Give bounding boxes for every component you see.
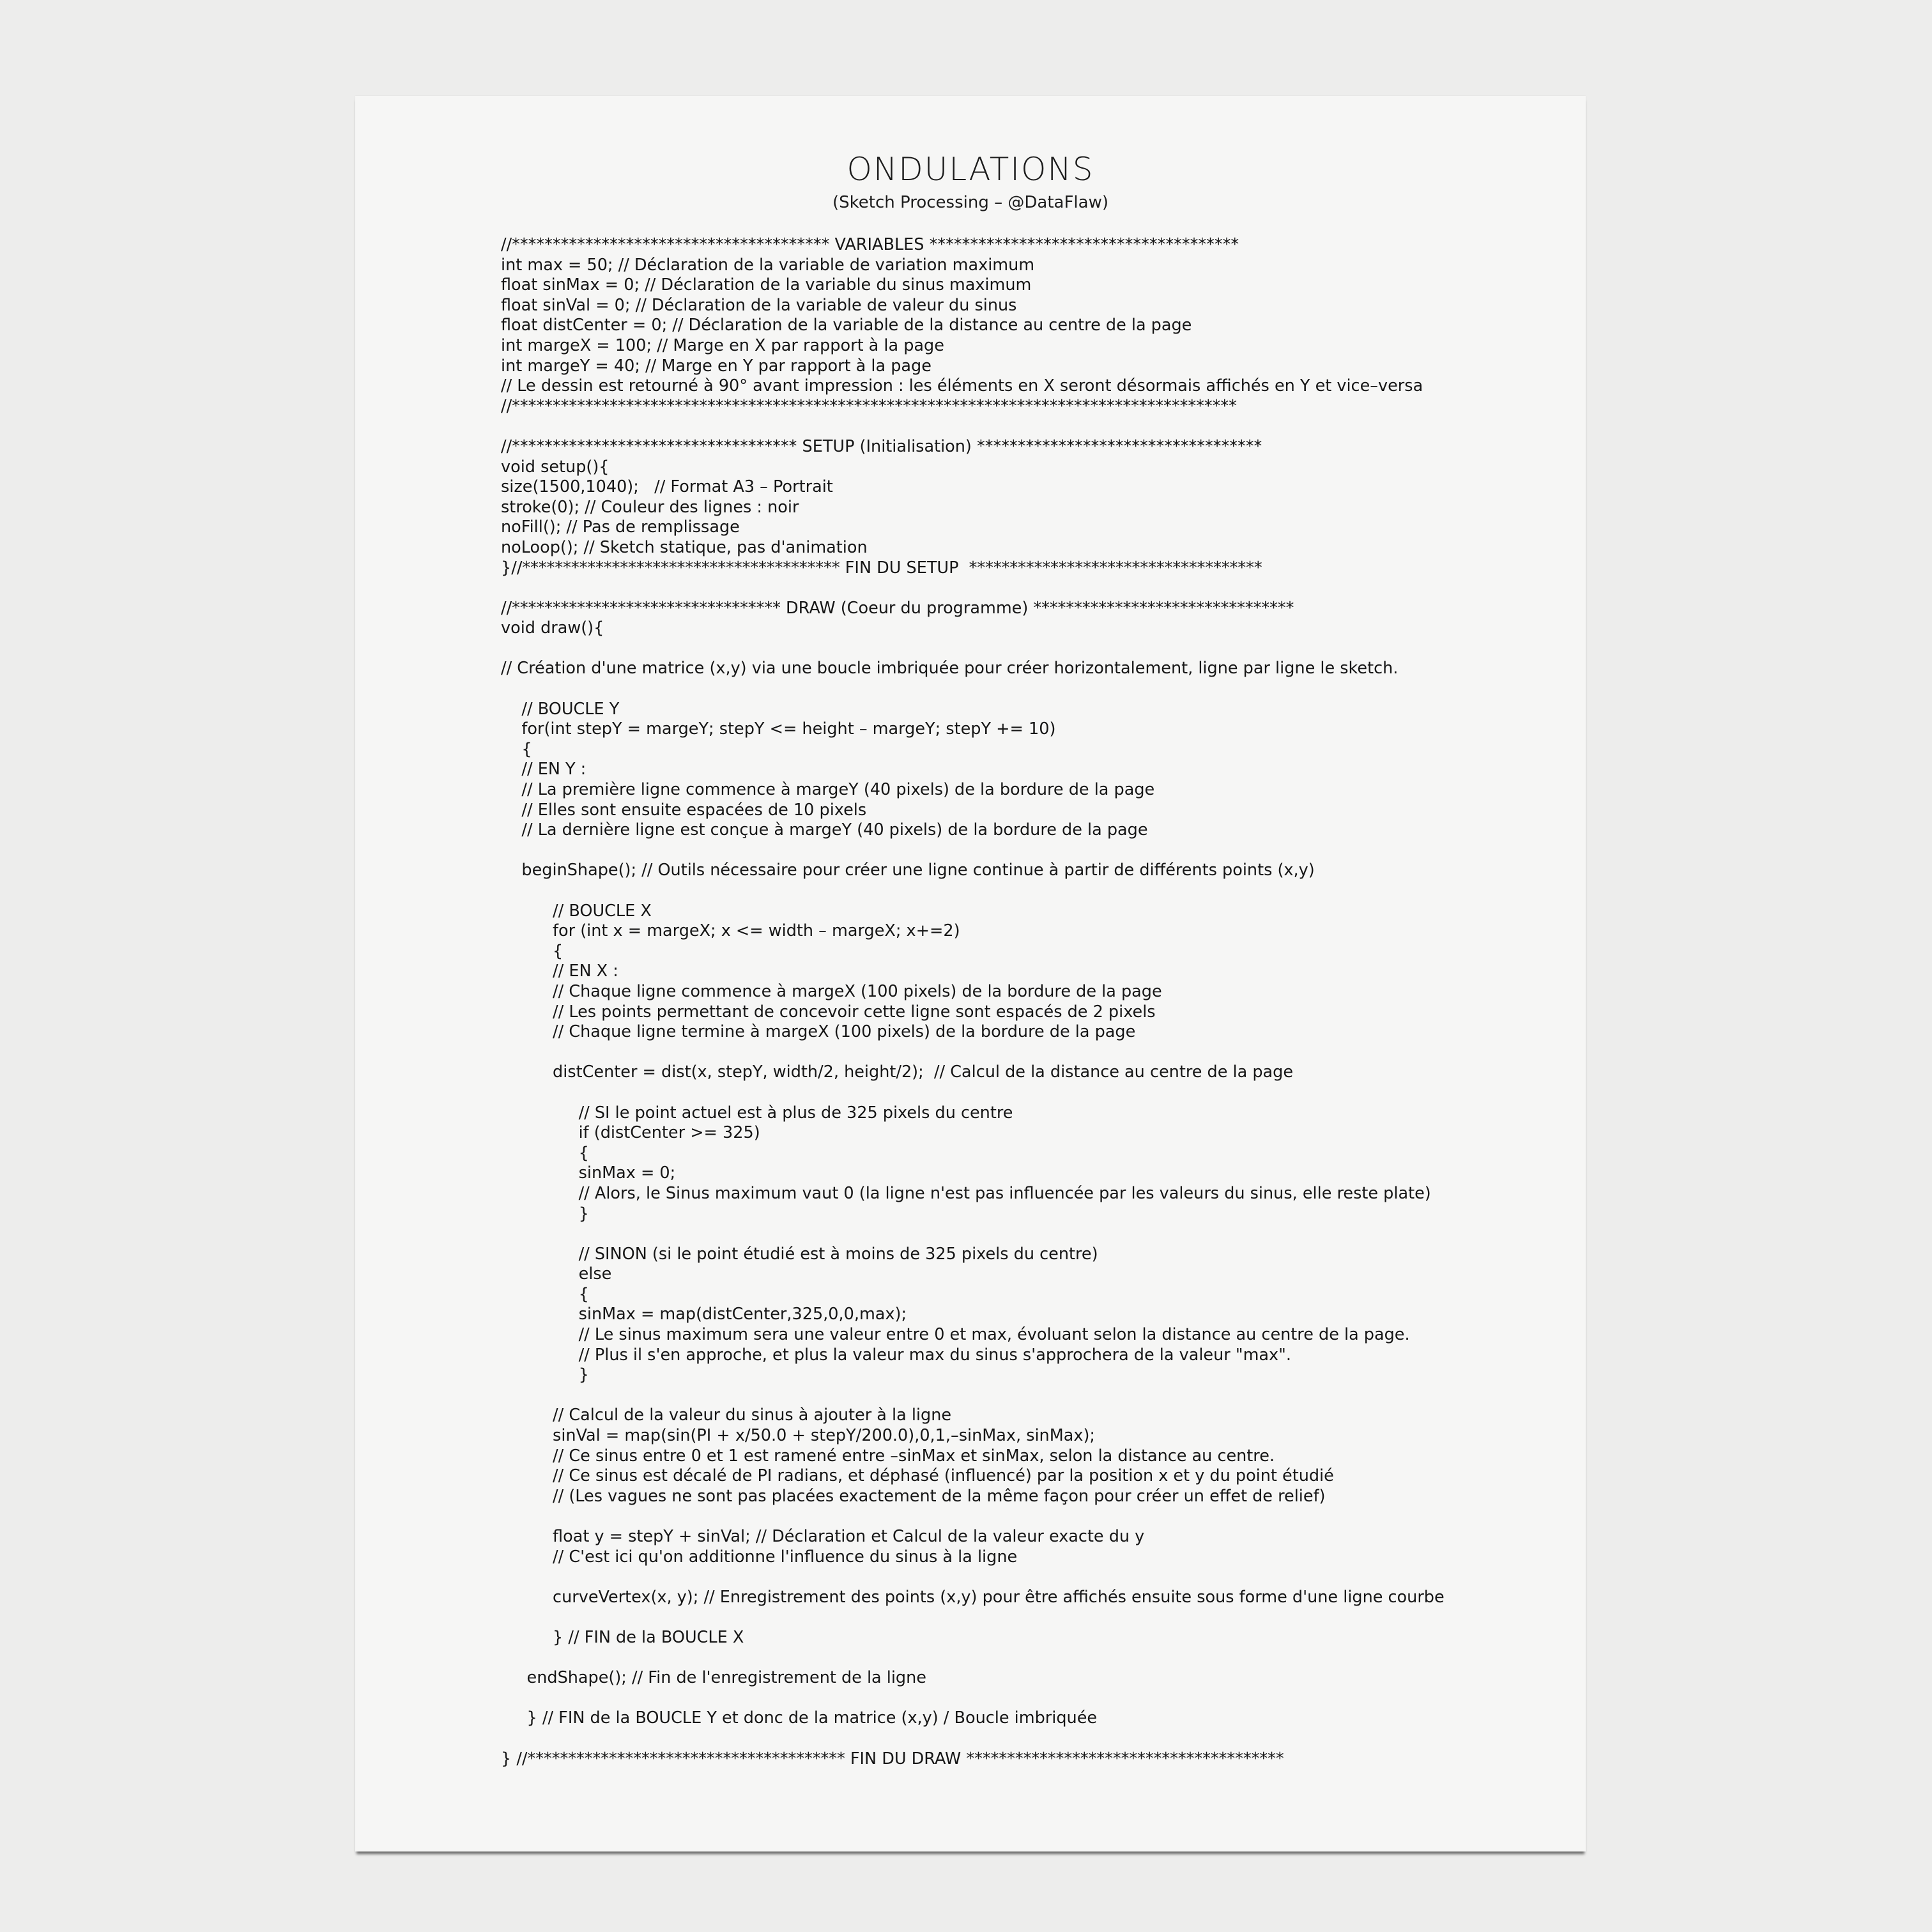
code-line: // Chaque ligne termine à margeX (100 pixels) de la bordure de la page bbox=[501, 1022, 1136, 1042]
code-line: float y = stepY + sinVal; // Déclaration et Calcul de la valeur exacte du y bbox=[501, 1527, 1145, 1546]
code-line: // Elles sont ensuite espacées de 10 pixels bbox=[501, 800, 867, 820]
printed-page bbox=[355, 96, 1586, 1851]
code-line: sinMax = 0; bbox=[501, 1163, 676, 1183]
code-line: beginShape(); // Outils nécessaire pour créer une ligne continue à partir de différents points (x,y) bbox=[501, 861, 1315, 880]
code-line: { bbox=[501, 1143, 589, 1163]
blank-line bbox=[501, 1506, 1555, 1527]
blank-line bbox=[501, 1567, 1555, 1588]
code-line: void setup(){ bbox=[501, 457, 610, 477]
code-line: //********************************* DRAW (Coeur du programme) ******************************** bbox=[501, 598, 1294, 618]
code-line: { bbox=[501, 739, 532, 759]
blank-line bbox=[501, 1648, 1555, 1669]
code-line: // SINON (si le point étudié est à moins de 325 pixels du centre) bbox=[501, 1244, 1098, 1264]
code-line: float distCenter = 0; // Déclaration de la variable de la distance au centre de la page bbox=[501, 316, 1192, 335]
code-line: // EN Y : bbox=[501, 760, 586, 779]
page-title: ONDULATIONS bbox=[847, 151, 1094, 188]
code-line: endShape(); // Fin de l'enregistrement de la ligne bbox=[501, 1668, 926, 1688]
code-line: // Le dessin est retourné à 90° avant impression : les éléments en X seront désormais affichés en Y et vice–versa bbox=[501, 376, 1423, 396]
code-line: // Alors, le Sinus maximum vaut 0 (la ligne n'est pas influencée par les valeurs du sinus, elle reste plate) bbox=[501, 1183, 1431, 1203]
code-line: curveVertex(x, y); // Enregistrement des points (x,y) pour être affichés ensuite sous forme d'une ligne courbe bbox=[501, 1587, 1445, 1607]
code-line: int margeX = 100; // Marge en X par rapport à la page bbox=[501, 335, 944, 355]
page-subtitle: (Sketch Processing – @DataFlaw) bbox=[832, 193, 1108, 212]
code-line: size(1500,1040); // Format A3 – Portrait bbox=[501, 477, 833, 497]
code-line: noFill(); // Pas de remplissage bbox=[501, 518, 740, 537]
code-line: // BOUCLE X bbox=[501, 901, 652, 921]
code-line: } //*************************************** FIN DU DRAW *************************************** bbox=[501, 1749, 1284, 1768]
blank-line bbox=[501, 1729, 1555, 1749]
code-line: // Ce sinus entre 0 et 1 est ramené entre –sinMax et sinMax, selon la distance au centre. bbox=[501, 1446, 1275, 1466]
code-line: // C'est ici qu'on additionne l'influence du sinus à la ligne bbox=[501, 1547, 1018, 1567]
blank-line bbox=[501, 1224, 1555, 1245]
code-line: void draw(){ bbox=[501, 618, 604, 638]
code-line: } bbox=[501, 1365, 589, 1385]
code-line: } // FIN de la BOUCLE Y et donc de la matrice (x,y) / Boucle imbriquée bbox=[501, 1708, 1098, 1728]
code-line: for(int stepY = margeY; stepY <= height – margeY; stepY += 10) bbox=[501, 719, 1056, 739]
code-line: // Calcul de la valeur du sinus à ajouter à la ligne bbox=[501, 1406, 952, 1425]
code-line: stroke(0); // Couleur des lignes : noir bbox=[501, 497, 799, 517]
code-line: //*************************************** VARIABLES ************************************** bbox=[501, 235, 1239, 254]
code-line: sinVal = map(sin(PI + x/50.0 + stepY/200.0),0,1,–sinMax, sinMax); bbox=[501, 1426, 1095, 1446]
code-line: // Création d'une matrice (x,y) via une boucle imbriquée pour créer horizontalement, ligne par ligne le sketch. bbox=[501, 659, 1399, 678]
code-line: int margeY = 40; // Marge en Y par rapport à la page bbox=[501, 356, 931, 376]
code-line: } // FIN de la BOUCLE X bbox=[501, 1627, 744, 1647]
code-line: // (Les vagues ne sont pas placées exactement de la même façon pour créer un effet de relief) bbox=[501, 1486, 1326, 1506]
blank-line bbox=[501, 1043, 1555, 1063]
blank-line bbox=[501, 578, 1555, 599]
code-listing bbox=[501, 235, 1555, 1769]
code-line: if (distCenter >= 325) bbox=[501, 1123, 760, 1143]
code-line: distCenter = dist(x, stepY, width/2, height/2); // Calcul de la distance au centre de la page bbox=[501, 1062, 1294, 1082]
code-line: float sinMax = 0; // Déclaration de la variable du sinus maximum bbox=[501, 275, 1032, 295]
code-line: // SI le point actuel est à plus de 325 pixels du centre bbox=[501, 1103, 1013, 1123]
code-line: int max = 50; // Déclaration de la variable de variation maximum bbox=[501, 255, 1035, 275]
code-line: // Chaque ligne commence à margeX (100 pixels) de la bordure de la page bbox=[501, 981, 1162, 1001]
blank-line bbox=[501, 1689, 1555, 1709]
code-line: { bbox=[501, 941, 564, 961]
blank-line bbox=[501, 417, 1555, 437]
blank-line bbox=[501, 1386, 1555, 1406]
code-line: //***************************************************************************************** bbox=[501, 396, 1237, 416]
code-line: sinMax = map(distCenter,325,0,0,max); bbox=[501, 1305, 907, 1324]
code-line: float sinVal = 0; // Déclaration de la variable de valeur du sinus bbox=[501, 295, 1017, 315]
code-line: // Plus il s'en approche, et plus la valeur max du sinus s'approchera de la valeur "max". bbox=[501, 1345, 1291, 1365]
code-line: // Le sinus maximum sera une valeur entre 0 et max, évoluant selon la distance au centre de la page. bbox=[501, 1325, 1410, 1345]
code-line: // La dernière ligne est conçue à margeY (40 pixels) de la bordure de la page bbox=[501, 820, 1148, 840]
code-line: noLoop(); // Sketch statique, pas d'animation bbox=[501, 537, 868, 557]
code-line: // Ce sinus est décalé de PI radians, et déphasé (influencé) par la position x et y du point étudié bbox=[501, 1466, 1334, 1486]
code-line: for (int x = margeX; x <= width – margeX; x+=2) bbox=[501, 921, 960, 941]
blank-line bbox=[501, 841, 1555, 861]
blank-line bbox=[501, 1083, 1555, 1103]
code-line: // BOUCLE Y bbox=[501, 699, 620, 719]
code-line: }//*************************************** FIN DU SETUP ************************************ bbox=[501, 558, 1262, 578]
code-line: else bbox=[501, 1264, 612, 1284]
blank-line bbox=[501, 881, 1555, 901]
code-line: // Les points permettant de concevoir cette ligne sont espacés de 2 pixels bbox=[501, 1002, 1156, 1022]
code-line: // La première ligne commence à margeY (40 pixels) de la bordure de la page bbox=[501, 780, 1155, 800]
code-line: //*********************************** SETUP (Initialisation) *********************************** bbox=[501, 436, 1262, 456]
code-line: { bbox=[501, 1284, 589, 1304]
blank-line bbox=[501, 639, 1555, 659]
blank-line bbox=[501, 679, 1555, 700]
blank-line bbox=[501, 1607, 1555, 1628]
code-line: } bbox=[501, 1204, 589, 1223]
code-line: // EN X : bbox=[501, 962, 618, 981]
